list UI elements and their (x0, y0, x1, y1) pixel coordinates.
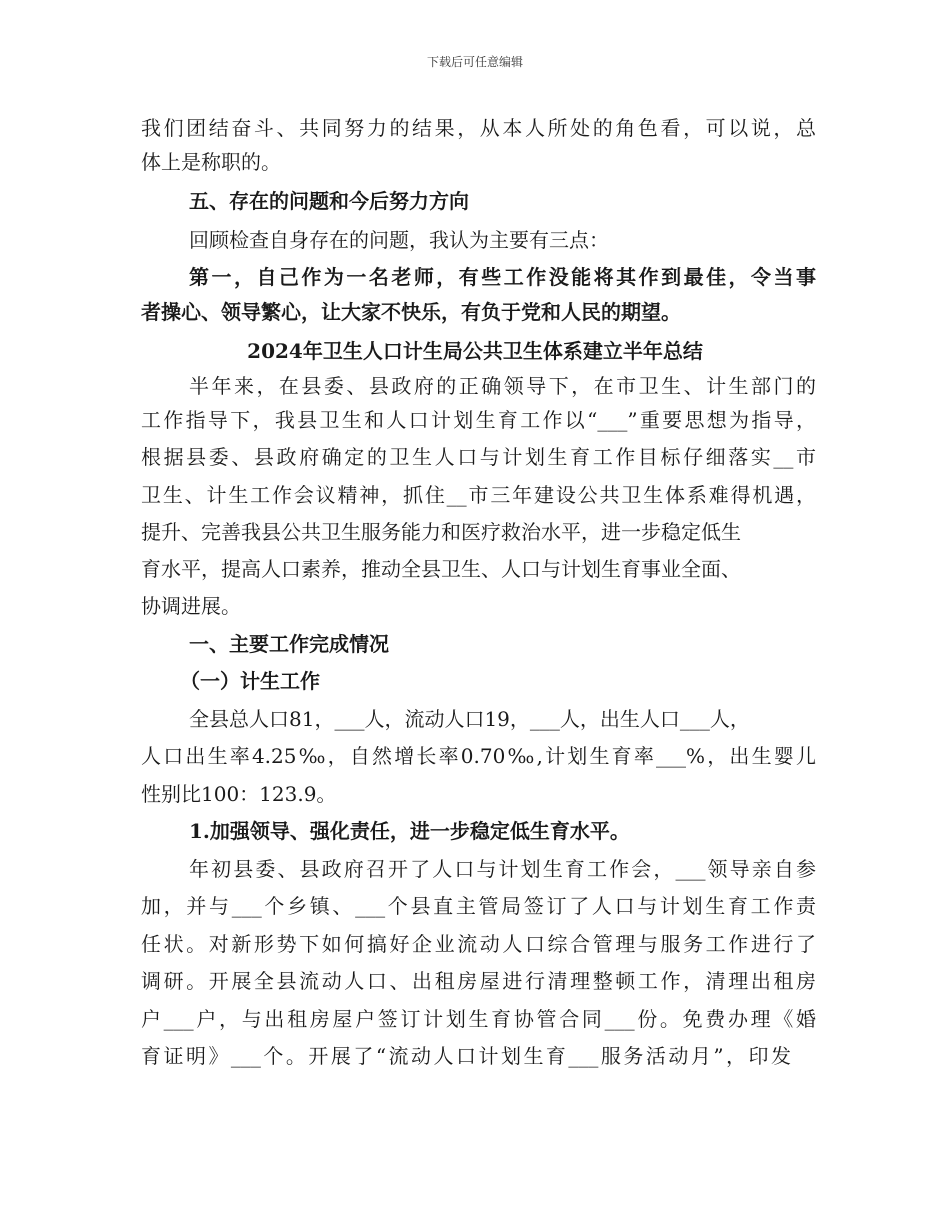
page-header: 下载后可任意编辑 (426, 55, 523, 69)
paragraph-line: 提升、完善我县公共卫生服务能力和医疗救治水平，进一步稳定低生 (141, 520, 741, 544)
paragraph-line: 回顾检查自身存在的问题，我认为主要有三点： (189, 228, 609, 252)
paragraph-line: 我们团结奋斗、共同努力的结果，从本人所处的角色看，可以说，总 (141, 116, 816, 140)
paragraph-line: 性别比100：123.9。 (141, 782, 337, 806)
subsection-heading: （一）计生工作 (180, 669, 320, 693)
paragraph-line: 加，并与___个乡镇、___个县直主管局签订了人口与计划生育工作责 (141, 894, 816, 918)
paragraph-line: 全县总人口81，___人，流动人口19，___人，出生人口___人， (189, 707, 750, 731)
paragraph-line: 根据县委、县政府确定的卫生人口与计划生育工作目标仔细落实__市 (141, 445, 816, 469)
paragraph-line: 年初县委、县政府召开了人口与计划生育工作会，___领导亲自参 (189, 857, 816, 881)
paragraph-line: 半年来，在县委、县政府的正确领导下，在市卫生、计生部门的 (189, 374, 816, 398)
paragraph-line: 调研。开展全县流动人口、出租房屋进行清理整顿工作，清理出租房 (141, 969, 816, 993)
paragraph-line: 协调进展。 (141, 594, 241, 618)
paragraph-line: 体上是称职的。 (141, 150, 281, 174)
section-heading: 五、存在的问题和今后努力方向 (189, 189, 469, 213)
paragraph-line: 任状。对新形势下如何搞好企业流动人口综合管理与服务工作进行了 (141, 932, 816, 956)
paragraph-line: 卫生、计生工作会议精神，抓住__市三年建设公共卫生体系难得机遇， (141, 483, 816, 507)
paragraph-line: 户___户，与出租房屋户签订计划生育协管合同___份。免费办理《婚 (141, 1007, 816, 1031)
paragraph-line: 育水平，提高人口素养，推动全县卫生、人口与计划生育事业全面、 (141, 557, 741, 581)
paragraph-line: 工作指导下，我县卫生和人口计划生育工作以“___”重要思想为指导， (141, 408, 816, 432)
section-heading: 一、主要工作完成情况 (189, 632, 389, 656)
paragraph-line: 人口出生率4.25‰，自然增长率0.70‰,计划生育率___%，出生婴儿 (141, 744, 816, 768)
document-title: 2024年卫生人口计生局公共卫生体系建立半年总结 (247, 339, 703, 363)
paragraph-line: 者操心、领导繁心，让大家不快乐，有负于党和人民的期望。 (141, 300, 681, 324)
paragraph-line: 育证明》___个。开展了“流动人口计划生育___服务活动月”，印发 (141, 1044, 791, 1068)
paragraph-line: 第一，自己作为一名老师，有些工作没能将其作到最佳，令当事 (189, 265, 816, 289)
subsection-heading: 1.加强领导、强化责任，进一步稳定低生育水平。 (189, 819, 630, 843)
